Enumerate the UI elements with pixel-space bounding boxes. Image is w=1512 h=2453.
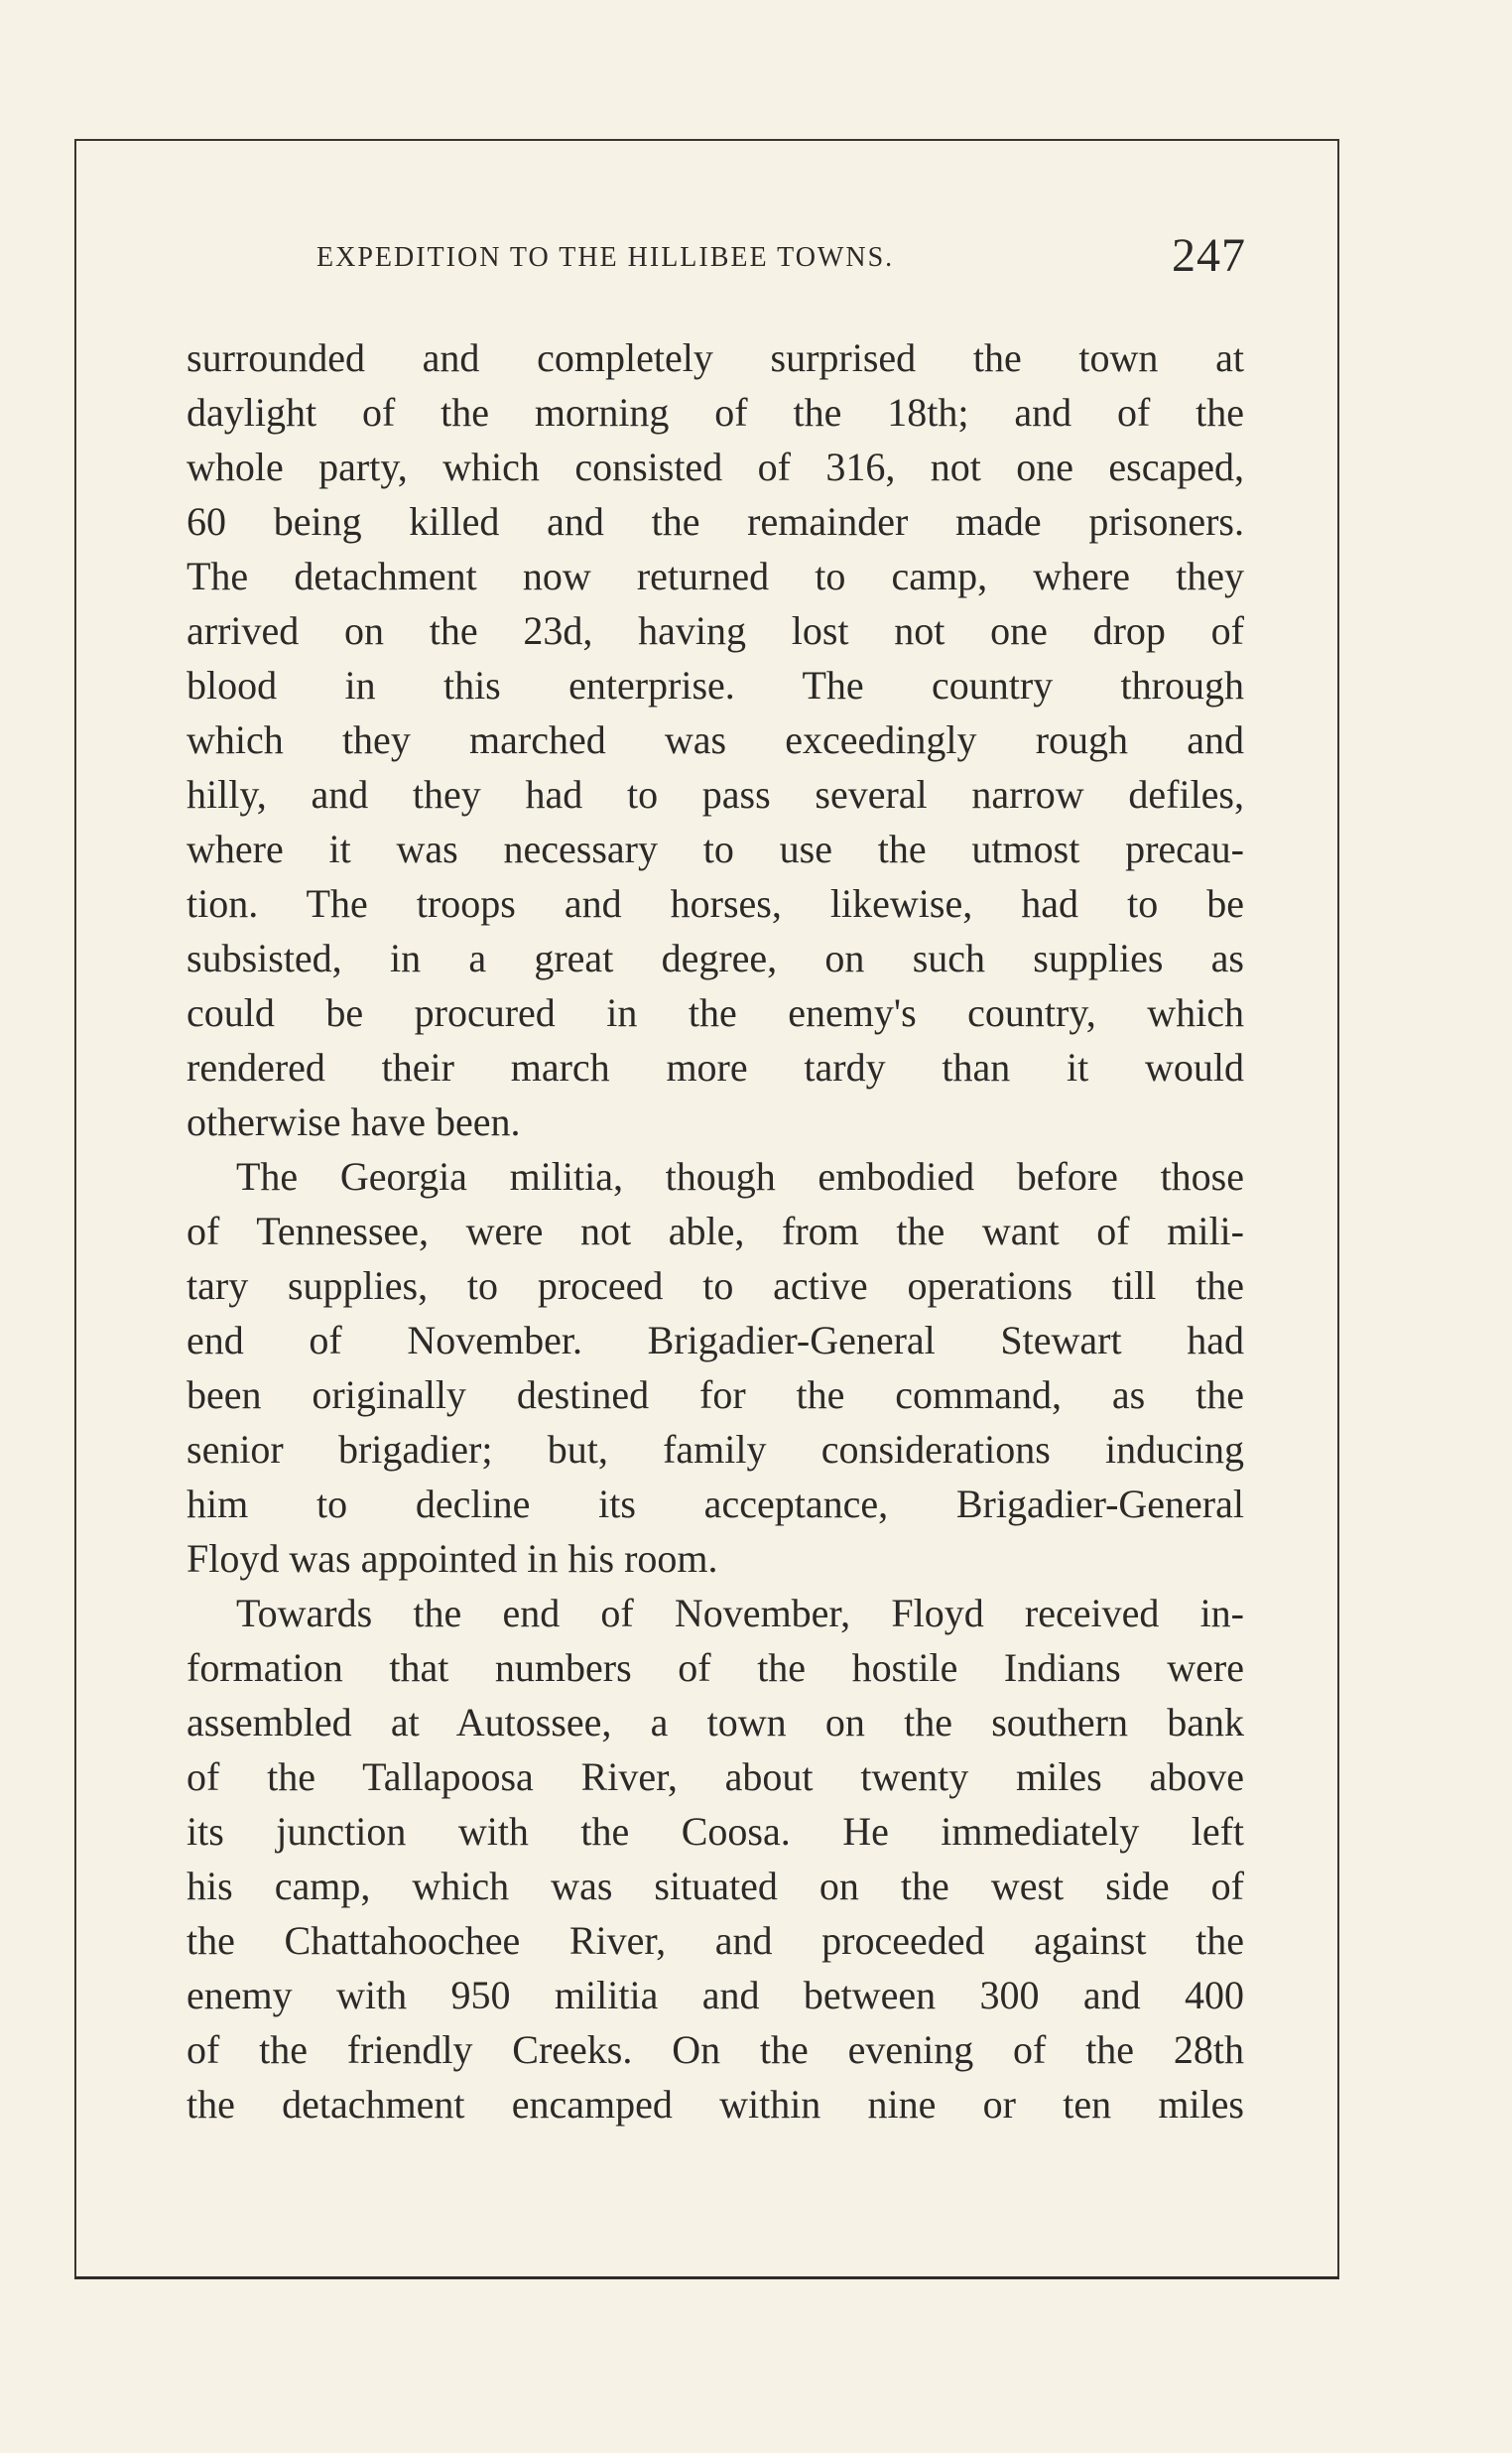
text-line: been originally destined for the command, as the (187, 1372, 1244, 1417)
text-line: hilly, and they had to pass several narrow defiles, (187, 772, 1244, 817)
text-line: Floyd was appointed in his room. (187, 1536, 718, 1581)
text-line: tary supplies, to proceed to active operations till the (187, 1263, 1244, 1308)
text-line: 60 being killed and the remainder made prisoners. (187, 499, 1244, 544)
text-line: of the friendly Creeks. On the evening of the 28th (187, 2027, 1244, 2072)
text-line: him to decline its acceptance, Brigadier-General (187, 1482, 1244, 1526)
text-line: The Georgia militia, though embodied before those (236, 1154, 1244, 1199)
text-line: his camp, which was situated on the west side of (187, 1864, 1244, 1908)
text-line: of the Tallapoosa River, about twenty miles above (187, 1754, 1244, 1799)
text-line: rendered their march more tardy than it would (187, 1045, 1244, 1090)
text-line: whole party, which consisted of 316, not one escaped, (187, 445, 1244, 489)
body-text (187, 330, 1244, 2131)
text-line: the Chattahoochee River, and proceeded against the (187, 1918, 1244, 1963)
text-line: otherwise have been. (187, 1099, 521, 1144)
text-line: The detachment now returned to camp, where they (187, 554, 1244, 598)
text-line: end of November. Brigadier-General Stewart had (187, 1318, 1244, 1362)
text-line: where it was necessary to use the utmost precau- (187, 827, 1244, 871)
text-line: arrived on the 23d, having lost not one drop of (187, 608, 1244, 653)
text-line: senior brigadier; but, family considerations inducing (187, 1427, 1244, 1472)
text-line: which they marched was exceedingly rough and (187, 717, 1244, 762)
text-line: subsisted, in a great degree, on such supplies as (187, 936, 1244, 980)
running-head (183, 228, 1246, 288)
text-line: of Tennessee, were not able, from the want of mili- (187, 1209, 1244, 1253)
text-line: tion. The troops and horses, likewise, had to be (187, 881, 1244, 926)
running-title: EXPEDITION TO THE HILLIBEE TOWNS. (316, 242, 895, 273)
text-line: daylight of the morning of the 18th; and of the (187, 390, 1244, 435)
text-line: assembled at Autossee, a town on the southern bank (187, 1700, 1244, 1744)
text-line: surrounded and completely surprised the town at (187, 335, 1244, 380)
text-line: could be procured in the enemy's country, which (187, 990, 1244, 1035)
text-line: Towards the end of November, Floyd received in- (236, 1591, 1244, 1635)
page-number: 247 (1172, 229, 1246, 282)
text-line: formation that numbers of the hostile Indians were (187, 1645, 1244, 1690)
text-line: its junction with the Coosa. He immediately left (187, 1809, 1244, 1854)
text-line: the detachment encamped within nine or ten miles (187, 2082, 1244, 2127)
text-line: enemy with 950 militia and between 300 and 400 (187, 1973, 1244, 2017)
text-line: blood in this enterprise. The country through (187, 663, 1244, 708)
